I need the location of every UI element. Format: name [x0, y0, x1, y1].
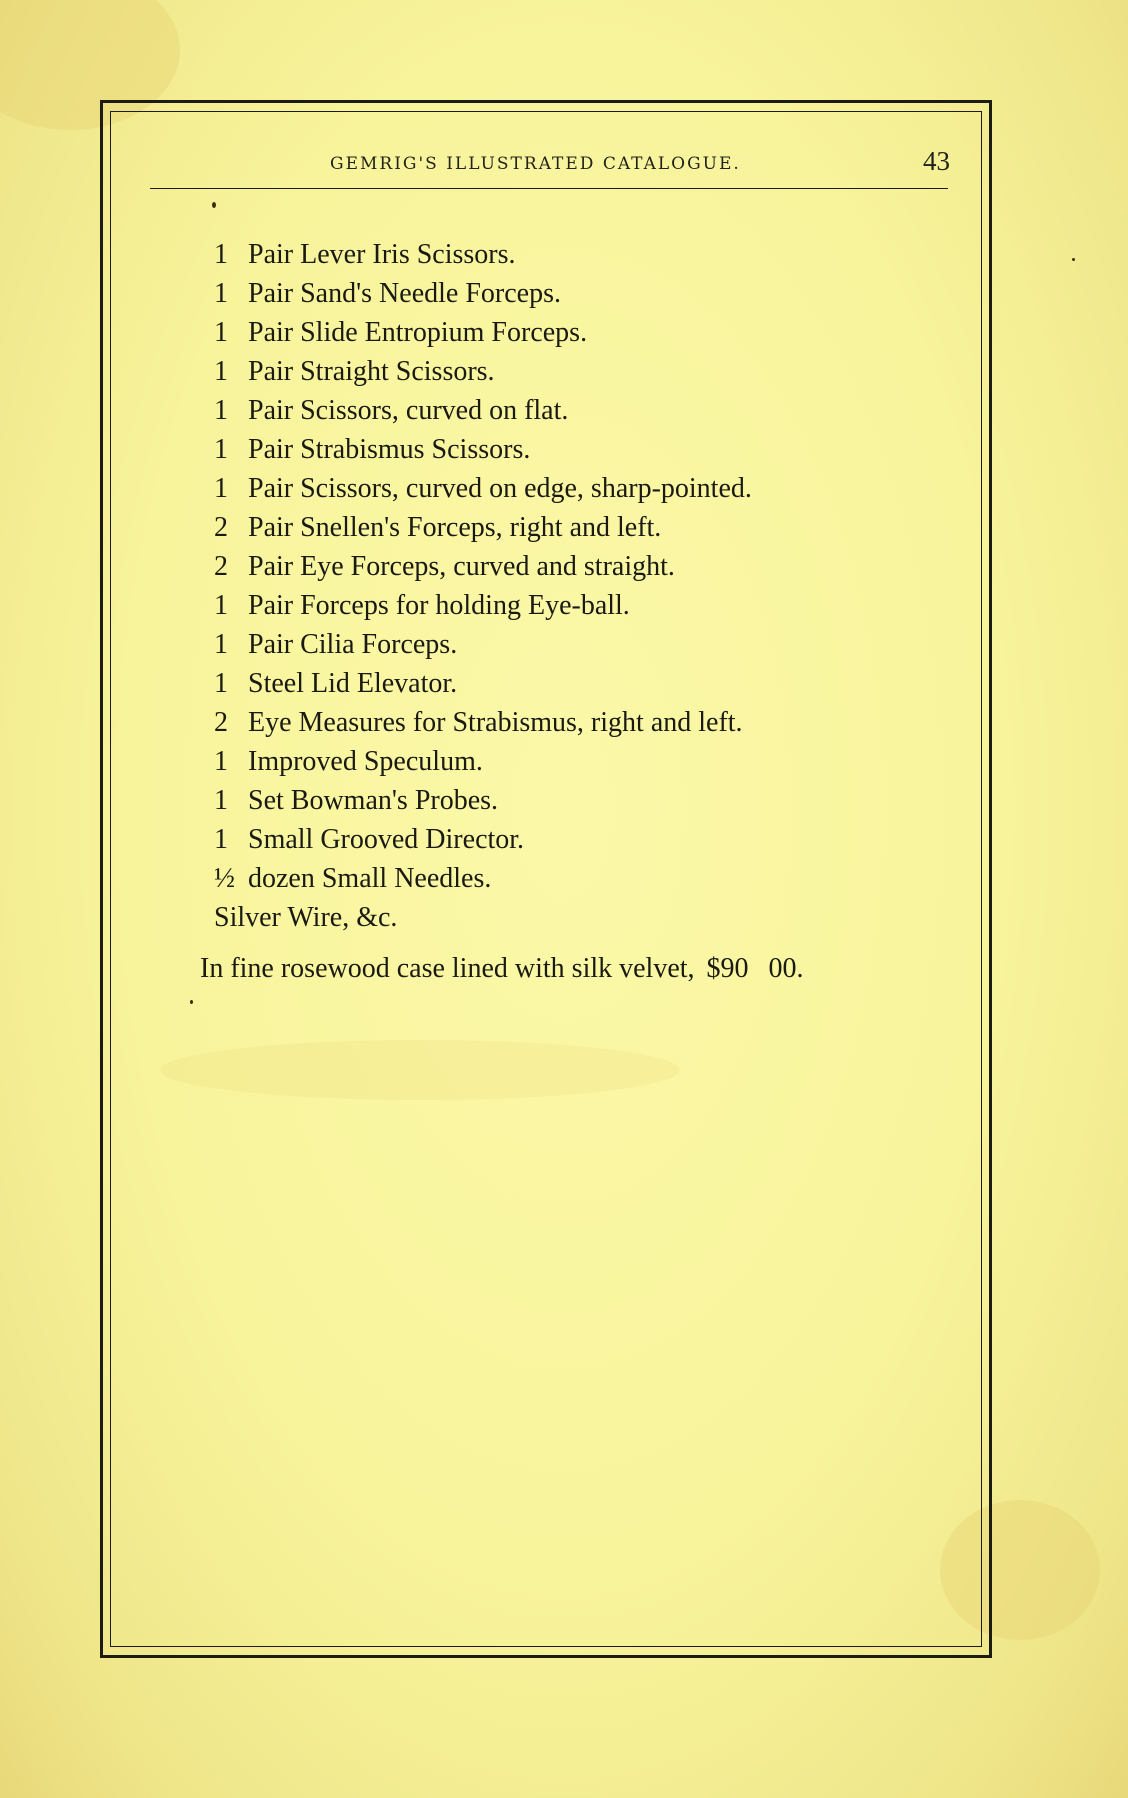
item-description: dozen Small Needles. — [248, 863, 492, 894]
page-number: 43 — [923, 146, 950, 176]
list-item — [214, 352, 954, 391]
list-item — [214, 430, 954, 469]
item-quantity: 1 — [214, 239, 228, 270]
item-quantity: 2 — [214, 707, 228, 738]
item-description: Set Bowman's Probes. — [248, 785, 499, 816]
item-quantity: 1 — [214, 356, 228, 387]
list-item — [214, 235, 954, 274]
item-description: Pair Snellen's Forceps, right and left. — [248, 512, 662, 543]
item-description: Silver Wire, &c. — [214, 902, 398, 933]
item-quantity: 1 — [214, 746, 228, 777]
item-description: Pair Eye Forceps, curved and straight. — [248, 551, 675, 582]
list-item — [214, 508, 954, 547]
item-quantity: ½ — [214, 863, 235, 894]
list-item — [214, 820, 954, 859]
item-quantity: 1 — [214, 317, 228, 348]
item-description: Steel Lid Elevator. — [248, 668, 458, 699]
list-item — [214, 742, 954, 781]
ink-speck — [212, 202, 216, 208]
item-quantity: 1 — [214, 668, 228, 699]
item-description: Pair Scissors, curved on flat. — [248, 395, 569, 426]
ink-speck — [1072, 258, 1075, 261]
item-quantity: 1 — [214, 473, 228, 504]
item-quantity: 1 — [214, 629, 228, 660]
item-quantity: 2 — [214, 551, 228, 582]
item-description: Pair Lever Iris Scissors. — [248, 239, 516, 270]
price-line — [200, 949, 804, 989]
item-quantity: 1 — [214, 395, 228, 426]
list-item — [214, 898, 954, 937]
item-description: Pair Slide Entropium Forceps. — [248, 317, 588, 348]
list-item — [214, 703, 954, 742]
item-quantity: 1 — [214, 824, 228, 855]
item-quantity: 1 — [214, 434, 228, 465]
list-item — [214, 274, 954, 313]
item-description: Improved Speculum. — [248, 746, 483, 777]
item-quantity: 1 — [214, 785, 228, 816]
item-description: Small Grooved Director. — [248, 824, 525, 855]
list-item — [214, 391, 954, 430]
item-description: Pair Straight Scissors. — [248, 356, 495, 387]
list-item — [214, 781, 954, 820]
item-description: Pair Sand's Needle Forceps. — [248, 278, 561, 309]
item-quantity: 1 — [214, 590, 228, 621]
item-description: Pair Strabismus Scissors. — [248, 434, 531, 465]
item-description: Pair Scissors, curved on edge, sharp-pointed. — [248, 473, 752, 504]
list-item — [214, 547, 954, 586]
item-quantity: 1 — [214, 278, 228, 309]
price-cents: 00. — [768, 953, 804, 984]
list-item — [214, 313, 954, 352]
item-description: Pair Cilia Forceps. — [248, 629, 458, 660]
list-item — [214, 664, 954, 703]
list-item — [214, 586, 954, 625]
price-dollars: $90 — [706, 953, 749, 984]
instrument-list — [214, 235, 954, 937]
item-quantity: 2 — [214, 512, 228, 543]
price-description: In fine rosewood case lined with silk velvet, — [200, 953, 695, 984]
header-rule — [150, 188, 948, 189]
running-header — [150, 146, 950, 186]
header-title: GEMRIG'S ILLUSTRATED CATALOGUE. — [330, 154, 741, 174]
list-item — [214, 469, 954, 508]
list-item — [214, 859, 954, 898]
item-description: Pair Forceps for holding Eye-ball. — [248, 590, 630, 621]
ink-speck — [190, 1000, 193, 1004]
item-description: Eye Measures for Strabismus, right and left. — [248, 707, 743, 738]
list-item — [214, 625, 954, 664]
